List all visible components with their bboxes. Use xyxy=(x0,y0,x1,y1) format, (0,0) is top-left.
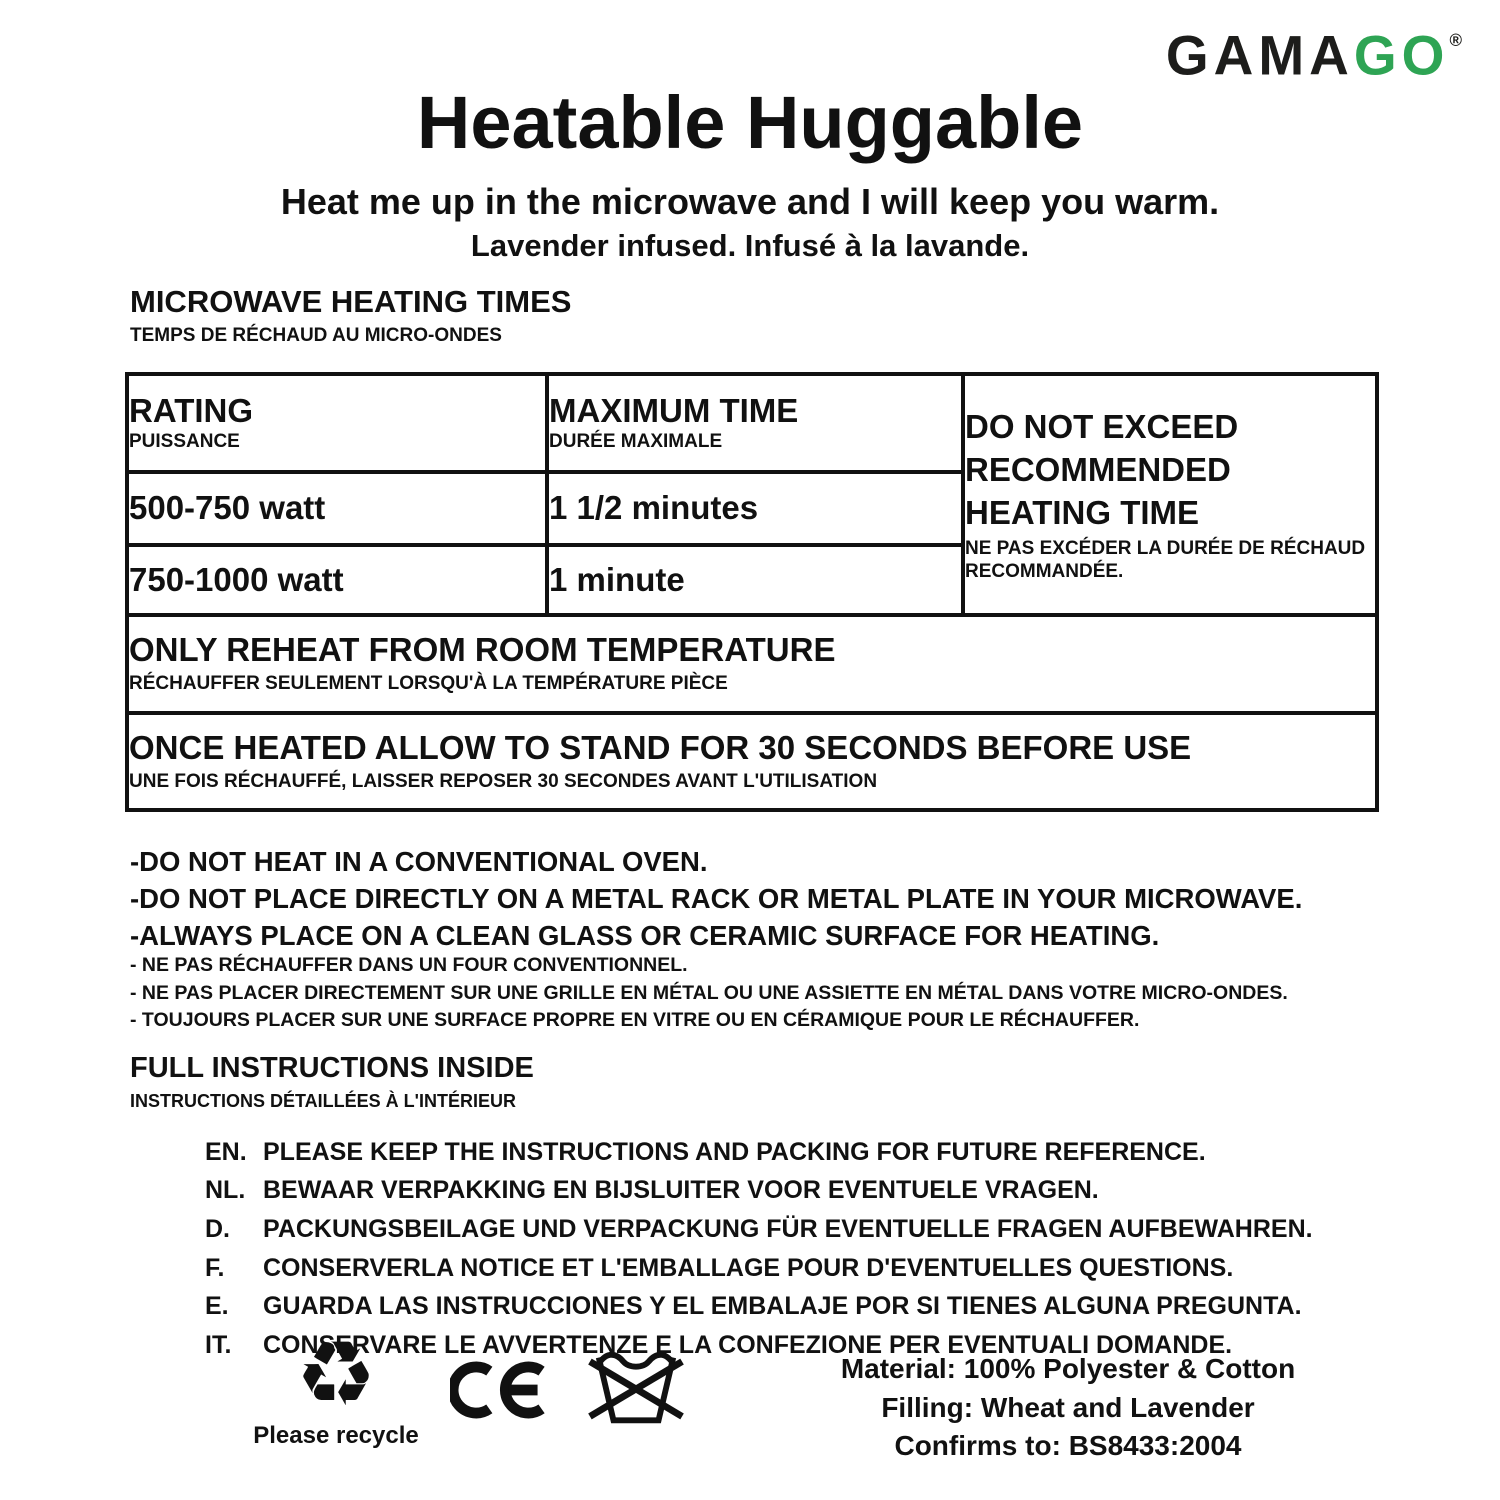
language-text: CONSERVERLA NOTICE ET L'EMBALLAGE POUR D'EVENTUELLES QUESTIONS. xyxy=(263,1253,1234,1282)
do-not-wash-icon xyxy=(584,1338,688,1436)
do-not-exceed-fr: NE PAS EXCÉDER LA DURÉE DE RÉCHAUD RECOMMANDÉE. xyxy=(965,537,1366,582)
heating-times-table xyxy=(125,372,1379,812)
list-item xyxy=(205,1249,1313,1288)
do-not-exceed-cell xyxy=(963,374,1377,615)
language-text: BEWAAR VERPAKKING EN BIJSLUITER VOOR EVENTUELE VRAGEN. xyxy=(263,1176,1099,1205)
warning-fr-line: - NE PAS PLACER DIRECTEMENT SUR UNE GRILLE EN MÉTAL OU UNE ASSIETTE EN MÉTAL DANS VOTRE MICRO-ONDES. xyxy=(130,981,1288,1004)
reheat-row xyxy=(127,615,1377,713)
full-instructions-en: FULL INSTRUCTIONS INSIDE xyxy=(130,1052,534,1084)
stand-text-fr: UNE FOIS RÉCHAUFFÉ, LAISSER REPOSER 30 SECONDES AVANT L'UTILISATION xyxy=(129,770,878,792)
language-text: GUARDA LAS INSTRUCCIONES Y EL EMBALAJE POR SI TIENES ALGUNA PREGUNTA. xyxy=(263,1292,1302,1321)
time-value-2: 1 minute xyxy=(547,545,963,615)
logo-text-gama: GAMA xyxy=(1165,23,1354,87)
warnings-en xyxy=(130,843,1302,954)
list-item xyxy=(205,1210,1313,1249)
language-code: EN. xyxy=(205,1137,247,1166)
rating-value-1: 500-750 watt xyxy=(127,472,547,545)
reheat-cell xyxy=(127,615,1377,713)
subtitle: Heat me up in the microwave and I will keep you warm. xyxy=(280,181,1220,222)
recycle-icon: ♻ xyxy=(295,1322,377,1427)
heating-times-heading-fr: TEMPS DE RÉCHAUD AU MICRO-ONDES xyxy=(130,325,502,346)
material-line: Confirms to: BS8433:2004 xyxy=(894,1430,1242,1461)
language-code: F. xyxy=(205,1253,225,1282)
list-item xyxy=(205,1287,1313,1326)
material-info xyxy=(790,1350,1346,1466)
do-not-exceed-en: DO NOT EXCEED RECOMMENDED HEATING TIME xyxy=(965,407,1239,531)
recycle-block xyxy=(250,1322,422,1450)
language-text: PACKUNGSBEILAGE UND VERPACKUNG FÜR EVENTUELLE FRAGEN AUFBEWAHREN. xyxy=(263,1214,1313,1243)
warning-fr-line: - TOUJOURS PLACER SUR UNE SURFACE PROPRE EN VITRE OU EN CÉRAMIQUE POUR LE RÉCHAUFFER. xyxy=(130,1009,1140,1031)
stand-text-en: ONCE HEATED ALLOW TO STAND FOR 30 SECONDS BEFORE USE xyxy=(129,728,1192,766)
rating-header-cell xyxy=(127,374,547,472)
reheat-text-fr: RÉCHAUFFER SEULEMENT LORSQU'À LA TEMPÉRATURE PIÈCE xyxy=(129,673,728,695)
heating-times-heading-en: MICROWAVE HEATING TIMES xyxy=(130,284,572,319)
max-time-header-fr: DURÉE MAXIMALE xyxy=(549,430,723,452)
time-value-1: 1 1/2 minutes xyxy=(547,472,963,545)
warning-en-line: -DO NOT HEAT IN A CONVENTIONAL OVEN. xyxy=(130,846,708,877)
max-time-header-en: MAXIMUM TIME xyxy=(549,391,799,429)
warnings-fr xyxy=(130,952,1288,1035)
stand-cell xyxy=(127,713,1377,810)
material-line: Filling: Wheat and Lavender xyxy=(881,1391,1255,1423)
language-code: NL. xyxy=(205,1176,246,1205)
material-line: Material: 100% Polyester & Cotton xyxy=(840,1353,1296,1384)
full-instructions-fr: INSTRUCTIONS DÉTAILLÉES À L'INTÉRIEUR xyxy=(130,1091,516,1111)
rating-header-fr: PUISSANCE xyxy=(129,430,240,452)
gamago-logo xyxy=(1165,23,1462,87)
list-item xyxy=(205,1133,1313,1172)
warning-fr-line: - NE PAS RÉCHAUFFER DANS UN FOUR CONVENTIONNEL. xyxy=(130,954,688,976)
language-text: CONSERVARE LE AVVERTENZE E LA CONFEZIONE PER EVENTUALI DOMANDE. xyxy=(263,1330,1233,1359)
table-header-row xyxy=(127,374,1377,472)
warning-en-line: -DO NOT PLACE DIRECTLY ON A METAL RACK OR METAL PLATE IN YOUR MICROWAVE. xyxy=(130,883,1303,914)
language-code: IT. xyxy=(205,1330,232,1359)
registered-trademark-symbol: ® xyxy=(1449,30,1462,50)
tagline: Lavender infused. Infusé à la lavande. xyxy=(470,228,1030,263)
page-title: Heatable Huggable xyxy=(416,81,1084,164)
rating-value-2: 750-1000 watt xyxy=(127,545,547,615)
heating-times-heading xyxy=(130,284,571,347)
max-time-header-cell xyxy=(547,374,963,472)
logo-text-go: GO xyxy=(1353,23,1450,87)
language-text: PLEASE KEEP THE INSTRUCTIONS AND PACKING FOR FUTURE REFERENCE. xyxy=(263,1137,1206,1166)
rating-header-en: RATING xyxy=(129,391,254,429)
language-code: D. xyxy=(205,1214,230,1243)
reheat-text-en: ONLY REHEAT FROM ROOM TEMPERATURE xyxy=(129,631,836,669)
ce-mark-icon xyxy=(450,1358,556,1422)
language-code: E. xyxy=(205,1292,229,1321)
stand-row xyxy=(127,713,1377,810)
recycle-label: Please recycle xyxy=(253,1422,419,1449)
warning-en-line: -ALWAYS PLACE ON A CLEAN GLASS OR CERAMIC SURFACE FOR HEATING. xyxy=(130,920,1160,951)
full-instructions-heading xyxy=(130,1052,534,1112)
list-item xyxy=(205,1172,1313,1211)
